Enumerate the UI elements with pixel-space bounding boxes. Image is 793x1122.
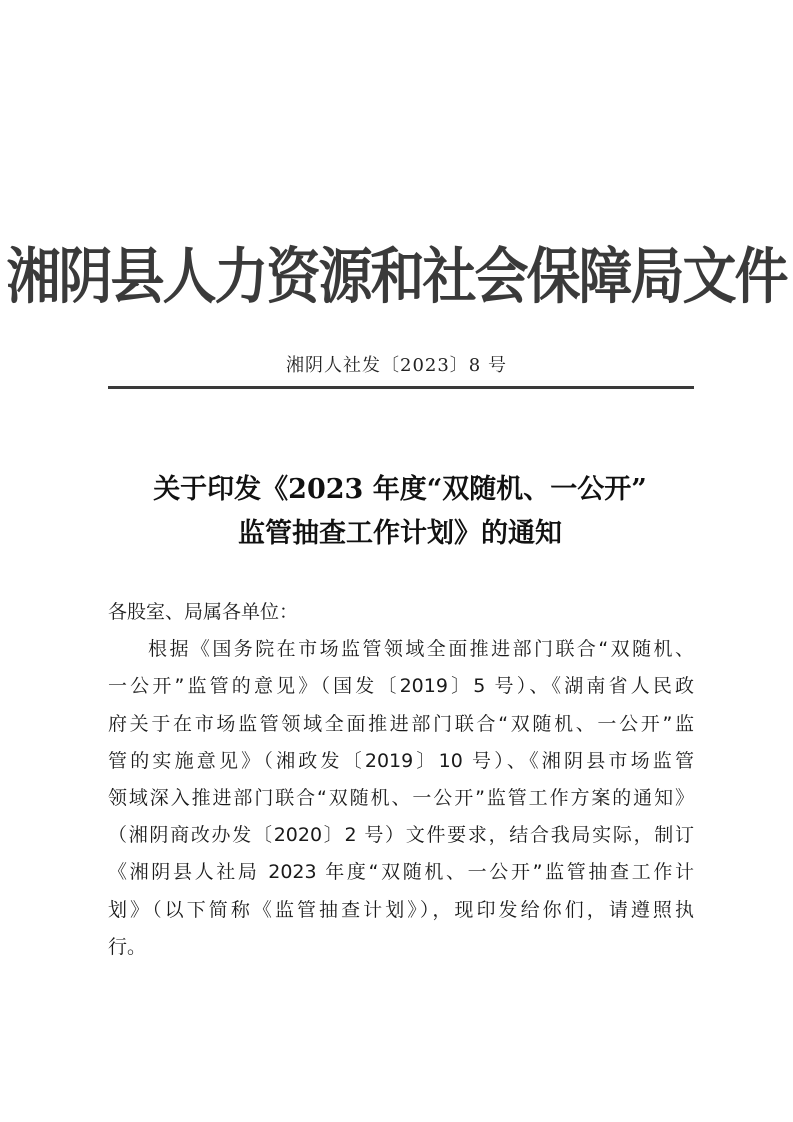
body-line: 根据《国务院在市场监管领域全面推进部门联合“双随机、 bbox=[148, 638, 694, 661]
notice-body bbox=[108, 594, 694, 966]
header-divider bbox=[108, 386, 694, 389]
body-line: 划》（以下简称《监管抽查计划》），现印发给你们，请遵照执 bbox=[108, 898, 694, 921]
body-line: 《湘阴县人社局 2023 年度“双随机、一公开”监管抽查工作计 bbox=[108, 861, 694, 884]
notice-title bbox=[100, 468, 700, 556]
body-line: 行。 bbox=[108, 935, 147, 958]
agency-header-title: 湘阴县人力资源和社会保障局文件 bbox=[6, 240, 787, 312]
body-line: 管的实施意见》（湘政发〔2019〕10 号）、《湘阴县市场监管 bbox=[108, 749, 694, 772]
body-line: 领域深入推进部门联合“双随机、一公开”监管工作方案的通知》 bbox=[108, 787, 694, 810]
body-line: 府关于在市场监管领域全面推进部门联合“双随机、一公开”监 bbox=[108, 712, 694, 735]
document-number: 湘阴人社发〔2023〕8 号 bbox=[286, 355, 507, 376]
body-line: （湘阴商改办发〔2020〕2 号）文件要求，结合我局实际，制订 bbox=[108, 824, 694, 847]
salutation: 各股室、局属各单位： bbox=[108, 601, 299, 623]
body-line: 一公开”监管的意见》（国发〔2019〕5 号）、《湖南省人民政 bbox=[108, 675, 694, 698]
notice-title-line-2: 监管抽查工作计划》的通知 bbox=[238, 518, 562, 549]
notice-title-line-1: 关于印发《2023 年度“双随机、一公开” bbox=[153, 474, 647, 505]
